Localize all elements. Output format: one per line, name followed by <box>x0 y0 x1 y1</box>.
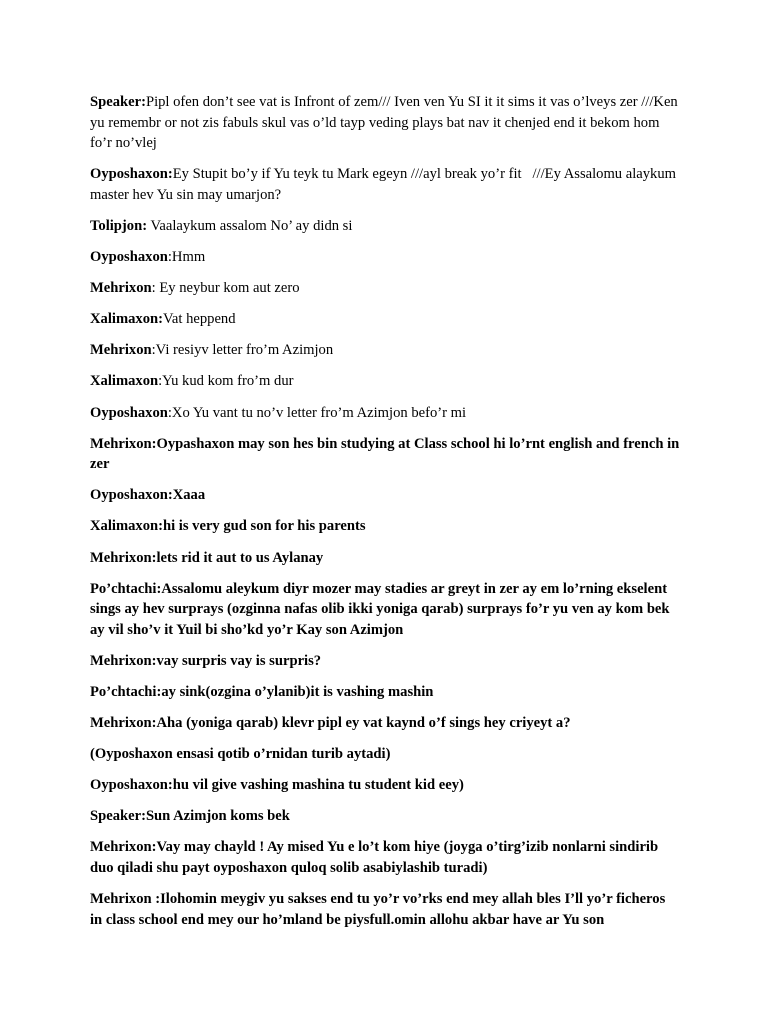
dialogue-text: : Ey neybur kom aut zero <box>151 280 300 297</box>
paragraph-1 <box>90 92 680 154</box>
dialogue-text: Oyposhaxon:hu vil give vashing mashina tu student kid eey) <box>90 777 464 794</box>
dialogue-text: Mehrixon :Ilohomin meygiv yu sakses end tu yo’r vo’rks end mey allah bles I’ll yo’r ficheros in class school end mey our ho’mland be piysfull.omin allohu akbar have ar Yu son <box>90 891 669 928</box>
paragraph-14 <box>90 579 680 641</box>
dialogue-text: Mehrixon:lets rid it aut to us Aylanay <box>90 549 324 566</box>
paragraph-9 <box>90 403 680 424</box>
paragraph-17 <box>90 713 680 734</box>
dialogue-text: Mehrixon:Vay may chayld ! Ay mised Yu e lo’t kom hiye (joyga o’tirg’izib nonlarni sindirib duo qiladi shu payt oyposhaxon quloq solib asabiylashib turadi) <box>90 839 662 877</box>
paragraph-3 <box>90 216 680 237</box>
paragraph-4 <box>90 247 680 268</box>
dialogue-text: Xalimaxon:hi is very gud son for his parents <box>90 518 366 535</box>
paragraph-7 <box>90 340 680 361</box>
dialogue-text: Oyposhaxon:Xaaa <box>90 487 206 504</box>
dialogue-text: Ey Stupit bo’y if Yu teyk tu Mark egeyn ///ayl break yo’r fit ///Ey Assalomu alaykum master hev Yu sin may umarjon? <box>90 166 680 203</box>
speaker-name: Mehrixon <box>90 280 152 297</box>
dialogue-text: :Yu kud kom fro’m dur <box>158 373 294 390</box>
dialogue-text: Po’chtachi:Assalomu aleykum diyr mozer may stadies ar greyt in zer ay em lo’rning ekselent sings ay hev surprays (ozginna nafas olib ikki yoniga qarab) surprays fo’r yu ven ay kom bek ay vil sho’v it Yuil bi sho’kd yo’r Kay son Azimjon <box>90 580 674 638</box>
dialogue-text: :Vi resiyv letter fro’m Azimjon <box>151 342 334 359</box>
paragraph-20 <box>90 806 680 827</box>
dialogue-text: Po’chtachi:ay sink(ozgina o’ylanib)it is vashing mashin <box>90 683 434 700</box>
paragraph-13 <box>90 548 680 569</box>
dialogue-text: Vat heppend <box>162 311 236 328</box>
paragraph-10 <box>90 434 683 475</box>
speaker-name: Oyposhaxon <box>90 404 168 421</box>
speaker-name: Oyposhaxon <box>90 249 168 266</box>
speaker-name: Xalimaxon <box>90 373 159 390</box>
dialogue-text: Mehrixon:Oypashaxon may son hes bin studying at Class school hi lo’rnt english and french in zer <box>90 435 683 473</box>
paragraph-16 <box>90 682 680 703</box>
paragraph-2 <box>90 164 680 205</box>
speaker-name: Tolipjon: <box>90 217 148 234</box>
dialogue-text: (Oyposhaxon ensasi qotib o’rnidan turib aytadi) <box>90 746 391 763</box>
speaker-name: Mehrixon <box>90 342 152 359</box>
dialogue-text: Vaalaykum assalom No’ ay didn si <box>147 217 353 234</box>
dialogue-text: :Xo Yu vant tu no’v letter fro’m Azimjon befo’r mi <box>167 404 467 421</box>
speaker-name: Oyposhaxon: <box>90 166 173 183</box>
paragraph-19 <box>90 775 680 796</box>
paragraph-21 <box>90 837 680 878</box>
document-page <box>90 92 683 941</box>
paragraph-5 <box>90 278 680 299</box>
dialogue-text: Mehrixon:vay surpris vay is surpris? <box>90 652 322 669</box>
paragraph-18 <box>90 744 680 765</box>
paragraph-22 <box>90 889 680 930</box>
speaker-name: Speaker: <box>90 94 146 110</box>
dialogue-text: Speaker:Sun Azimjon koms bek <box>90 808 290 825</box>
speaker-name: Xalimaxon: <box>90 311 163 328</box>
paragraph-8 <box>90 371 680 392</box>
paragraph-6 <box>90 309 680 330</box>
paragraph-12 <box>90 516 680 537</box>
paragraph-11 <box>90 485 680 506</box>
dialogue-text: :Hmm <box>167 249 206 266</box>
paragraph-15 <box>90 651 680 672</box>
dialogue-text: Pipl ofen don’t see vat is Infront of zem/// Iven ven Yu SI it it sims it vas o’lveys zer ///Ken yu remembr or not zis fabuls skul vas o’ld tayp veding plays bat nav it chenjed end it bekom hom fo’r no’vlej <box>90 94 682 152</box>
dialogue-text: Mehrixon:Aha (yoniga qarab) klevr pipl ey vat kaynd o’f sings hey criyeyt a? <box>90 715 571 732</box>
